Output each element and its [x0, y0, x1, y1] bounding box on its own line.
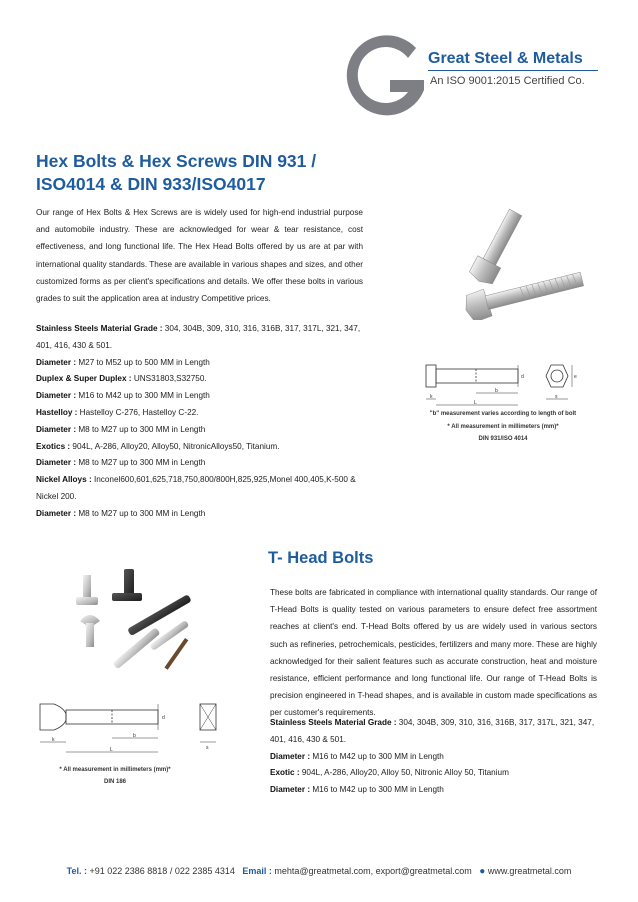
hex-spec-item: Nickel Alloys : Inconel600,601,625,718,750,800/800H,825,925,Monel 400,405,K-500 & Nickel 200. [36, 475, 356, 501]
footer-email-label: Email : [242, 866, 272, 876]
hex-spec-item: Diameter : M8 to M27 up to 300 MM in Length [36, 458, 206, 468]
thead-dim-s: s [206, 745, 209, 751]
hex-spec-list [36, 321, 366, 523]
thead-dim-b: b [133, 733, 136, 739]
company-tagline: An ISO 9001:2015 Certified Co. [430, 75, 585, 87]
hex-title-line2: ISO4014 & DIN 933/ISO4017 [36, 174, 266, 194]
hex-spec-item: Diameter : M8 to M27 up to 300 MM in Length [36, 508, 206, 518]
hex-dim-b: b [495, 388, 498, 394]
thead-description: These bolts are fabricated in compliance with international quality standards. Our range of T-Head Bolts is quality tested on various parameters to ensure defect free assortment reaches at client's end. T-Head Bolts offered by us are widely used in various sectors such as refineries, petrochemicals, pesticides, fertilizers and many more. These are highly acknowledged for their salient features such as accurate construction, heat and moisture resistance, efficient performance and long functional life. Our range of T-Head Bolts is precision engineered in T-head shapes, and is available in custom made specifications as per customer's requirements. [270, 588, 597, 718]
footer-tel[interactable]: +91 022 2386 8818 / 022 2385 4314 [86, 866, 235, 876]
bullet-icon: ● [479, 866, 486, 877]
thead-measure-note: * All measurement in millimeters (mm)* [59, 767, 171, 773]
hex-measure-note: * All measurement in millimeters (mm)* [447, 424, 559, 430]
hex-dim-e: e [574, 374, 577, 380]
footer-tel-label: Tel. : [66, 866, 87, 876]
hex-spec-item: Duplex & Super Duplex : UNS31803,S32750. [36, 374, 207, 384]
hex-dim-d: d [521, 374, 524, 380]
hex-spec-item: Hastelloy : Hastelloy C-276, Hastelloy C-22. [36, 407, 199, 417]
hex-title-line1: Hex Bolts & Hex Screws DIN 931 / [36, 151, 317, 171]
thead-spec-item: Exotic : 904L, A-286, Alloy20, Alloy 50, Nitronic Alloy 50, Titanium [270, 768, 509, 778]
hex-spec-item: Diameter : M16 to M42 up to 300 MM in Length [36, 391, 210, 401]
hex-description: Our range of Hex Bolts & Hex Screws are is widely used for high-end industrial purpose and automobile industry. These are acknowledged for wear & tear resistance, cost effectiveness, and long functional life. The Hex Head Bolts offered by us are at par with international quality standards. These are available in various shapes and sizes, and other customized forms as per client's specifications and details. We offer these bolts in various grades to suit the application area at industry Competitive prices. [36, 208, 363, 304]
logo-g-icon [330, 28, 430, 128]
company-name: Great Steel & Metals [428, 50, 583, 67]
thead-dim-d: d [162, 715, 165, 721]
thead-section-title: T- Head Bolts [268, 549, 374, 567]
hex-diagram-note: "b" measurement varies according to length of bolt [429, 411, 577, 417]
thead-bolt-diagram [30, 694, 230, 762]
footer-email[interactable]: mehta@greatmetal.com, export@greatmetal.com [271, 866, 472, 876]
hex-standard: DIN 931/ISO 4014 [478, 436, 528, 442]
footer-website[interactable]: www.greatmetal.com [485, 866, 572, 876]
hex-bolt-photo [462, 200, 592, 320]
company-logo [330, 28, 430, 128]
thead-spec-item: Stainless Steels Material Grade : 304, 304B, 309, 310, 316, 316B, 317, 317L, 321, 347, 401, 416, 430 & 501. [270, 718, 595, 744]
hex-spec-item: Stainless Steels Material Grade : 304, 304B, 309, 310, 316, 316B, 317, 317L, 321, 347, 401, 416, 430 & 501. [36, 324, 361, 350]
hex-section-title [36, 150, 366, 196]
thead-spec-item: Diameter : M16 to M42 up to 300 MM in Length [270, 751, 444, 761]
thead-bolt-photo [68, 565, 203, 673]
footer-contact [0, 866, 638, 877]
thead-standard: DIN 186 [103, 779, 126, 785]
thead-dim-k: k [52, 737, 55, 743]
hex-dim-s: s [555, 394, 558, 400]
hex-spec-item: Exotics : 904L, A-286, Alloy20, Alloy50, NitronicAlloys50, Titanium. [36, 441, 280, 451]
hex-bolt-diagram [418, 355, 588, 411]
hex-dim-l: L [474, 400, 477, 406]
thead-dim-l: L [110, 747, 113, 753]
thead-spec-list [270, 715, 600, 799]
hex-dim-k: k [430, 394, 433, 400]
thead-spec-item: Diameter : M16 to M42 up to 300 MM in Length [270, 785, 444, 795]
brand-divider [428, 70, 598, 71]
hex-spec-item: Diameter : M8 to M27 up to 300 MM in Length [36, 424, 206, 434]
hex-spec-item: Diameter : M27 to M52 up to 500 MM in Length [36, 357, 210, 367]
